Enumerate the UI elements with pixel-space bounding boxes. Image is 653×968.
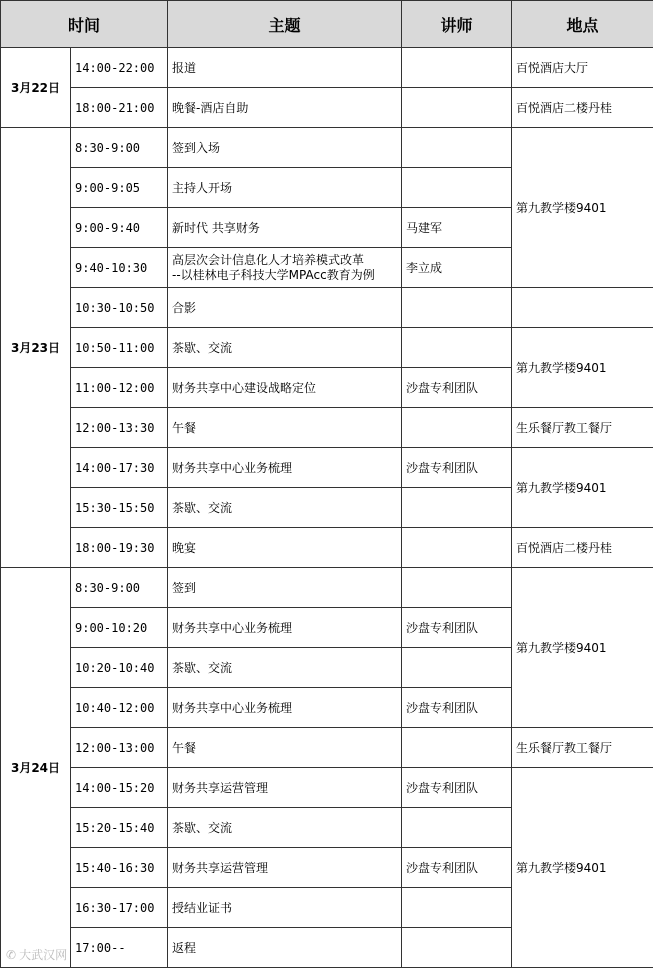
place-cell: 第九教学楼9401 [512,448,653,528]
table-row [1,288,653,328]
topic-cell: 茶歇、交流 [168,808,402,848]
speaker-cell: 沙盘专利团队 [402,368,512,408]
time-cell: 12:00-13:30 [71,408,168,448]
speaker-cell: 沙盘专利团队 [402,448,512,488]
speaker-cell [402,88,512,128]
time-cell: 12:00-13:00 [71,728,168,768]
topic-cell: 签到 [168,568,402,608]
table-row [1,448,653,488]
time-cell: 18:00-21:00 [71,88,168,128]
speaker-cell [402,568,512,608]
table-row [1,328,653,368]
place-cell: 第九教学楼9401 [512,328,653,408]
speaker-cell [402,128,512,168]
topic-cell: 午餐 [168,728,402,768]
topic-cell: 财务共享中心业务梳理 [168,448,402,488]
header-time: 时间 [1,1,168,48]
time-cell: 9:00-10:20 [71,608,168,648]
time-cell: 10:40-12:00 [71,688,168,728]
speaker-cell [402,168,512,208]
table-row [1,48,653,88]
header-topic: 主题 [168,1,402,48]
place-cell: 百悦酒店二楼丹桂 [512,88,653,128]
speaker-cell: 沙盘专利团队 [402,688,512,728]
header-speaker: 讲师 [402,1,512,48]
table-row [1,408,653,448]
watermark-logo-icon: ✆ [6,948,16,962]
topic-cell: 晚餐-酒店自助 [168,88,402,128]
topic-cell: 新时代 共享财务 [168,208,402,248]
topic-cell: 高层次会计信息化人才培养模式改革 --以桂林电子科技大学MPAcc教育为例 [168,248,402,288]
topic-cell: 报道 [168,48,402,88]
speaker-cell [402,48,512,88]
date-cell: 3月24日 [1,568,71,968]
time-cell: 14:00-22:00 [71,48,168,88]
time-cell: 10:30-10:50 [71,288,168,328]
table-row [1,128,653,168]
header-row [1,1,653,48]
topic-cell: 授结业证书 [168,888,402,928]
topic-cell: 茶歇、交流 [168,648,402,688]
time-cell: 10:50-11:00 [71,328,168,368]
speaker-cell [402,648,512,688]
place-cell: 百悦酒店大厅 [512,48,653,88]
topic-cell: 主持人开场 [168,168,402,208]
speaker-cell: 李立成 [402,248,512,288]
topic-cell: 茶歇、交流 [168,328,402,368]
time-cell: 15:40-16:30 [71,848,168,888]
topic-cell: 返程 [168,928,402,968]
topic-cell: 午餐 [168,408,402,448]
time-cell: 10:20-10:40 [71,648,168,688]
place-cell: 百悦酒店二楼丹桂 [512,528,653,568]
watermark [6,946,67,963]
speaker-cell [402,408,512,448]
time-cell: 15:20-15:40 [71,808,168,848]
topic-cell: 财务共享中心建设战略定位 [168,368,402,408]
date-cell: 3月22日 [1,48,71,128]
time-cell: 14:00-15:20 [71,768,168,808]
speaker-cell [402,808,512,848]
speaker-cell [402,328,512,368]
header-place: 地点 [512,1,653,48]
time-cell: 9:00-9:40 [71,208,168,248]
speaker-cell [402,488,512,528]
time-cell: 11:00-12:00 [71,368,168,408]
speaker-cell [402,288,512,328]
table-row [1,768,653,808]
speaker-cell [402,728,512,768]
topic-cell: 财务共享运营管理 [168,848,402,888]
time-cell: 17:00-- [71,928,168,968]
place-cell [512,288,653,328]
time-cell: 15:30-15:50 [71,488,168,528]
place-cell: 生乐餐厅教工餐厅 [512,408,653,448]
time-cell: 16:30-17:00 [71,888,168,928]
place-cell: 第九教学楼9401 [512,568,653,728]
time-cell: 9:40-10:30 [71,248,168,288]
topic-cell: 财务共享中心业务梳理 [168,608,402,648]
speaker-cell [402,928,512,968]
watermark-text: 大武汉网 [19,946,67,963]
time-cell: 18:00-19:30 [71,528,168,568]
date-cell: 3月23日 [1,128,71,568]
speaker-cell [402,528,512,568]
table-row [1,528,653,568]
speaker-cell: 马建军 [402,208,512,248]
speaker-cell: 沙盘专利团队 [402,608,512,648]
time-cell: 9:00-9:05 [71,168,168,208]
time-cell: 8:30-9:00 [71,568,168,608]
speaker-cell: 沙盘专利团队 [402,848,512,888]
time-cell: 8:30-9:00 [71,128,168,168]
place-cell: 第九教学楼9401 [512,768,653,968]
topic-cell: 晚宴 [168,528,402,568]
topic-cell: 合影 [168,288,402,328]
table-row [1,728,653,768]
topic-cell: 签到入场 [168,128,402,168]
topic-cell: 茶歇、交流 [168,488,402,528]
topic-cell: 财务共享运营管理 [168,768,402,808]
table-row [1,88,653,128]
speaker-cell: 沙盘专利团队 [402,768,512,808]
place-cell: 第九教学楼9401 [512,128,653,288]
table-row [1,568,653,608]
place-cell: 生乐餐厅教工餐厅 [512,728,653,768]
speaker-cell [402,888,512,928]
time-cell: 14:00-17:30 [71,448,168,488]
topic-cell: 财务共享中心业务梳理 [168,688,402,728]
